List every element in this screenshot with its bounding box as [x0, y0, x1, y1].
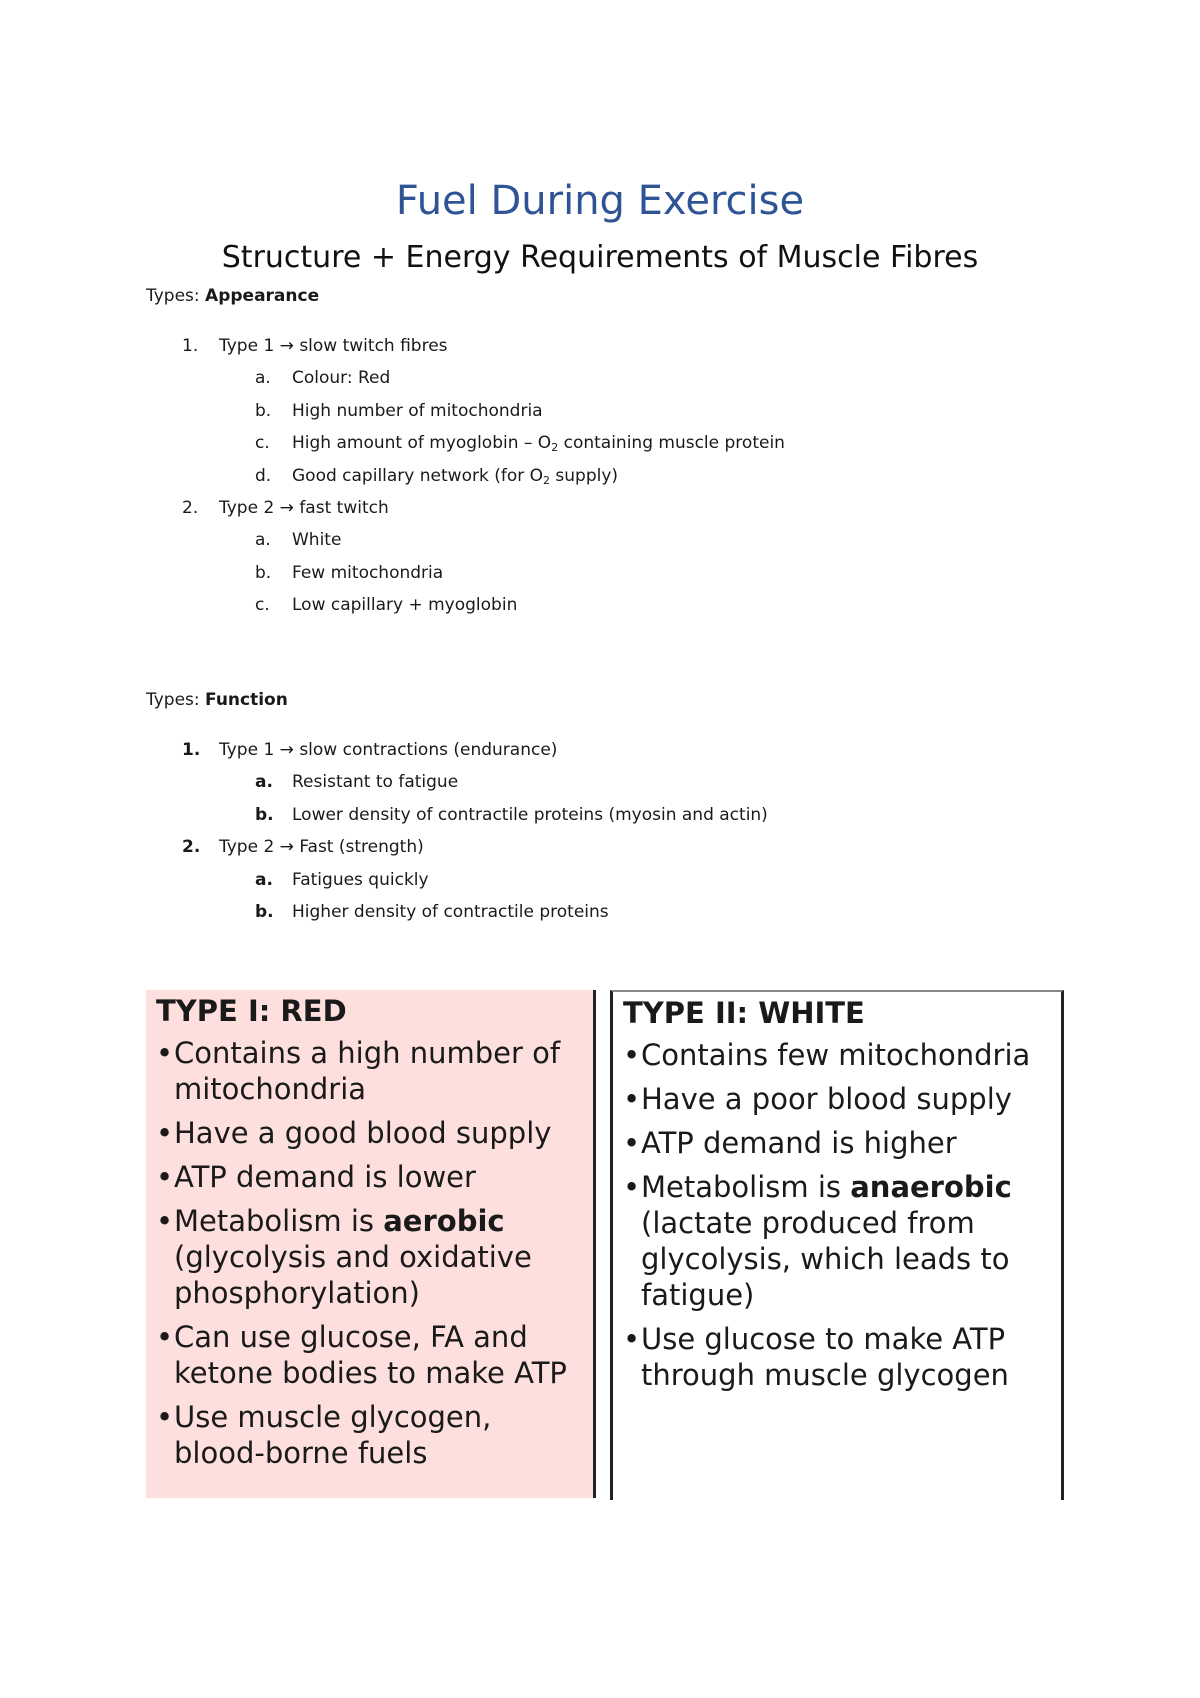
list-subitem: [146, 557, 1046, 589]
sub-marker: b.: [255, 804, 274, 825]
bullet-text-pre: Metabolism is: [641, 1170, 851, 1204]
list-subitem: [146, 864, 1046, 896]
type-i-red-cell: [146, 990, 596, 1498]
section-label-appearance: [146, 286, 319, 306]
section-label-function: [146, 690, 288, 710]
type-ii-white-cell: [610, 990, 1064, 1500]
bullet-item: • Contains few mitochondria: [623, 1037, 1053, 1073]
label-prefix: Types:: [146, 286, 206, 306]
sub-marker: b.: [255, 400, 272, 421]
bullet-item: [623, 1169, 1053, 1313]
list-item: [146, 831, 1046, 863]
sub-text-pre: Good capillary network (for O: [292, 465, 543, 486]
bullet-item: • Use muscle glycogen, blood-borne fuels: [156, 1399, 586, 1471]
sub-text: [292, 460, 618, 492]
sub-marker: d.: [255, 465, 272, 486]
subscript: 2: [543, 473, 550, 487]
sub-marker: a.: [255, 368, 271, 389]
sub-marker: a.: [255, 772, 273, 793]
bullet-text-bold: anaerobic: [850, 1170, 1012, 1204]
sub-text-post: supply): [550, 465, 619, 486]
list-subitem: [146, 395, 1046, 427]
list-subitem: [146, 362, 1046, 394]
list-text: Type 2 → Fast (strength): [219, 837, 424, 858]
sub-text: Few mitochondria: [292, 562, 444, 583]
sub-marker: a.: [255, 530, 271, 551]
type-i-heading: TYPE I: RED: [156, 994, 347, 1028]
list-subitem: [146, 524, 1046, 556]
list-number: 1.: [182, 740, 201, 760]
label-prefix: Types:: [146, 690, 206, 710]
sub-marker: b.: [255, 562, 272, 583]
list-subitem: [146, 799, 1046, 831]
list-number: 1.: [182, 336, 199, 356]
sub-text: Lower density of contractile proteins (myosin and actin): [292, 804, 768, 825]
list-item: [146, 492, 1046, 524]
bullet-item: • Have a good blood supply: [156, 1115, 586, 1151]
function-list: [146, 734, 1046, 928]
sub-marker: c.: [255, 595, 270, 616]
sub-text: High number of mitochondria: [292, 400, 543, 421]
bullet-text-post: (lactate produced from glycolysis, which leads to fatigue): [641, 1206, 1010, 1312]
type-ii-bullets: [623, 1037, 1053, 1401]
list-number: 2.: [182, 837, 201, 858]
list-text: Type 2 → fast twitch: [219, 497, 389, 518]
bullet-item: • Use glucose to make ATP through muscle glycogen: [623, 1321, 1053, 1393]
sub-marker: b.: [255, 901, 274, 922]
list-text: Type 1 → slow twitch fibres: [219, 336, 448, 356]
bullet-item: • ATP demand is lower: [156, 1159, 586, 1195]
bullet-item: • ATP demand is higher: [623, 1125, 1053, 1161]
sub-text: Resistant to fatigue: [292, 772, 459, 793]
bullet-item: [156, 1203, 586, 1311]
list-text: Type 1 → slow contractions (endurance): [219, 740, 558, 760]
sub-text: [292, 427, 785, 459]
list-subitem: [146, 460, 1046, 492]
sub-text: Fatigues quickly: [292, 869, 429, 890]
list-item: [146, 330, 1046, 362]
list-subitem: [146, 766, 1046, 798]
bullet-item: • Have a poor blood supply: [623, 1081, 1053, 1117]
sub-marker: a.: [255, 869, 273, 890]
subscript: 2: [551, 441, 559, 455]
sub-text: White: [292, 530, 342, 551]
fibre-comparison-table: [146, 990, 1062, 1498]
bullet-item: • Contains a high number of mitochondria: [156, 1035, 586, 1107]
appearance-list: [146, 330, 1046, 622]
list-item: [146, 734, 1046, 766]
bullet-item: • Can use glucose, FA and ketone bodies to make ATP: [156, 1319, 586, 1391]
label-bold: Function: [205, 690, 288, 710]
list-subitem: [146, 589, 1046, 621]
page-title: Fuel During Exercise: [395, 178, 805, 224]
sub-text: Higher density of contractile proteins: [292, 901, 609, 922]
sub-text-post: containing muscle protein: [558, 433, 785, 454]
sub-marker: c.: [255, 433, 270, 454]
sub-text-pre: High amount of myoglobin – O: [292, 433, 552, 454]
sub-text: Colour: Red: [292, 368, 391, 389]
page-subtitle: Structure + Energy Requirements of Muscle Fibres: [221, 240, 979, 275]
list-subitem: [146, 896, 1046, 928]
list-number: 2.: [182, 497, 199, 518]
list-subitem: [146, 427, 1046, 459]
type-i-bullets: [156, 1035, 586, 1479]
type-ii-heading: TYPE II: WHITE: [623, 996, 865, 1030]
bullet-text-bold: aerobic: [383, 1204, 505, 1238]
bullet-text-post: (glycolysis and oxidative phosphorylation): [174, 1240, 532, 1310]
bullet-text-pre: Metabolism is: [174, 1204, 384, 1238]
label-bold: Appearance: [205, 286, 320, 306]
sub-text: Low capillary + myoglobin: [292, 595, 518, 616]
